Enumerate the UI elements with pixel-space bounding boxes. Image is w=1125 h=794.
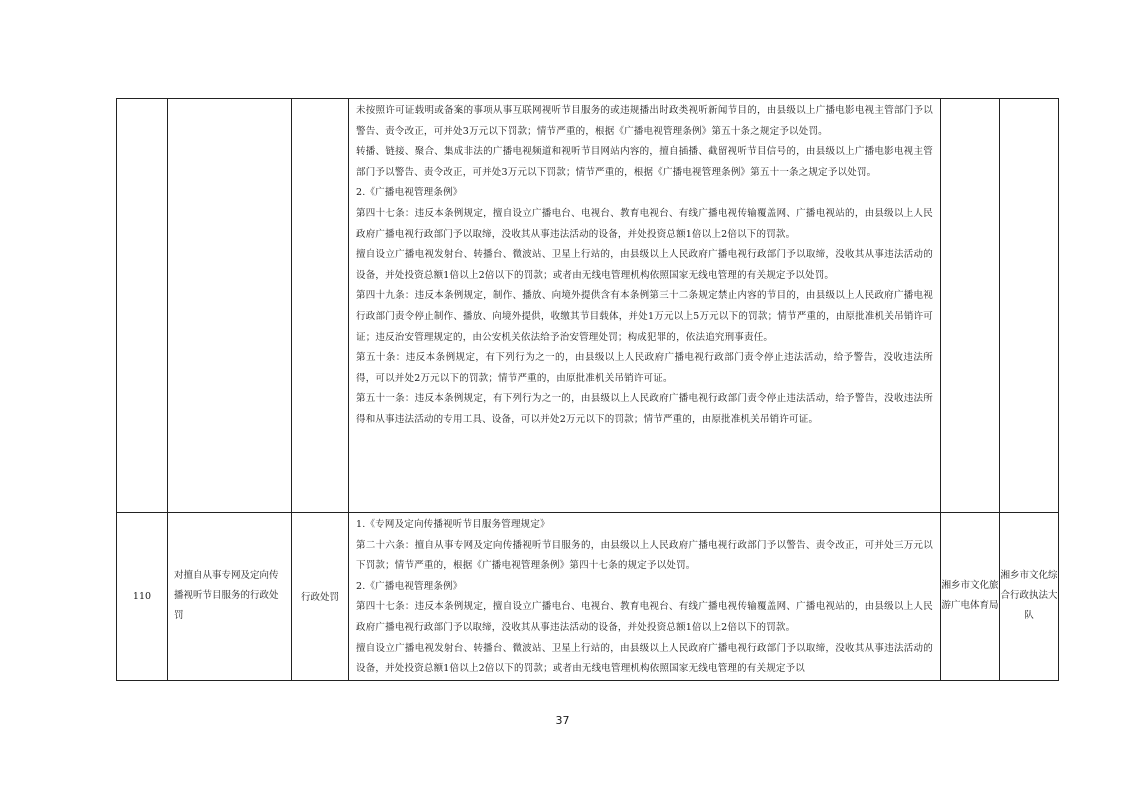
legal-basis-cell	[349, 99, 941, 513]
basis-paragraph: 第五十条：违反本条例规定，有下列行为之一的，由县级以上人民政府广播电视行政部门责令停止违法活动，给予警告，没收违法所得，可以并处2万元以下的罚款；情节严重的，由原批准机关吊销许可证。	[356, 352, 933, 384]
enforcement-table	[116, 98, 1059, 681]
legal-basis-cell	[349, 513, 941, 681]
row-number-cell: 110	[117, 513, 168, 681]
basis-paragraph: 转播、链接、聚合、集成非法的广播电视频道和视听节目网站内容的，擅自插播、截留视听节目信号的，由县级以上广播电影电视主管部门予以警告、责令改正，可并处3万元以下罚款；情节严重的，根据《广播电视管理条例》第五十一条之规定予以处罚。	[356, 146, 933, 178]
basis-paragraph: 第二十六条：擅自从事专网及定向传播视听节目服务的，由县级以上人民政府广播电视行政部门予以警告、责令改正，可并处三万元以下罚款；情节严重的，根据《广播电视管理条例》第四十七条的规定予以处罚。	[356, 539, 933, 572]
basis-paragraph: 1.《专网及定向传播视听节目服务管理规定》	[356, 519, 550, 530]
executor-cell: 湘乡市文化综合行政执法大队	[1000, 513, 1059, 681]
item-name-cell	[168, 99, 292, 513]
basis-paragraph: 2.《广播电视管理条例》	[356, 187, 463, 199]
basis-paragraph: 第四十七条：违反本条例规定，擅自设立广播电台、电视台、教育电视台、有线广播电视传输覆盖网、广播电视站的，由县级以上人民政府广播电视行政部门予以取缔，没收其从事违法活动的设备，并处投资总额1倍以上2倍以下的罚款。	[356, 601, 933, 633]
executor-cell	[1000, 99, 1059, 513]
table-row	[117, 513, 1059, 681]
basis-paragraph: 2.《广播电视管理条例》	[356, 580, 463, 592]
basis-paragraph: 擅自设立广播电视发射台、转播台、微波站、卫星上行站的，由县级以上人民政府广播电视行政部门予以取缔，没收其从事违法活动的设备，并处投资总额1倍以上2倍以下的罚款；或者由无线电管理机构依照国家无线电管理的有关规定予以处罚。	[356, 249, 933, 281]
item-type-cell	[292, 99, 349, 513]
responsible-dept-cell: 湘乡市文化旅游广电体育局	[941, 513, 1000, 681]
item-name-cell: 对擅自从事专网及定向传播视听节目服务的行政处罚	[168, 513, 292, 681]
page-number: 37	[555, 714, 570, 727]
basis-paragraph: 擅自设立广播电视发射台、转播台、微波站、卫星上行站的，由县级以上人民政府广播电视行政部门予以取缔，没收其从事违法活动的设备，并处投资总额1倍以上2倍以下的罚款；或者由无线电管理机构依照国家无线电管理的有关规定予以	[356, 642, 933, 675]
basis-paragraph: 第四十七条：违反本条例规定，擅自设立广播电台、电视台、教育电视台、有线广播电视传输覆盖网、广播电视站的，由县级以上人民政府广播电视行政部门予以取缔，没收其从事违法活动的设备，并处投资总额1倍以上2倍以下的罚款。	[356, 207, 933, 240]
item-type-cell: 行政处罚	[292, 513, 349, 681]
responsible-dept-cell	[941, 99, 1000, 513]
basis-paragraph: 未按照许可证载明或备案的事项从事互联网视听节目服务的或违规播出时政类视听新闻节目的，由县级以上广播电影电视主管部门予以警告、责令改正，可并处3万元以下罚款；情节严重的，根据《广播电视管理条例》第五十条之规定予以处罚。	[356, 105, 933, 137]
row-number-cell	[117, 99, 168, 513]
table-row	[117, 99, 1059, 513]
basis-paragraph: 第四十九条：违反本条例规定，制作、播放、向境外提供含有本条例第三十二条规定禁止内容的节目的，由县级以上人民政府广播电视行政部门责令停止制作、播放、向境外提供，收缴其节目载体，并处1万元以上5万元以下的罚款；情节严重的，由原批准机关吊销许可证；违反治安管理规定的，由公安机关依法给予治安管理处罚；构成犯罪的，依法追究刑事责任。	[356, 290, 933, 343]
basis-paragraph: 第五十一条：违反本条例规定，有下列行为之一的，由县级以上人民政府广播电视行政部门责令停止违法活动，给予警告，没收违法所得和从事违法活动的专用工具、设备，可以并处2万元以下的罚款；情节严重的，由原批准机关吊销许可证。	[356, 393, 933, 425]
